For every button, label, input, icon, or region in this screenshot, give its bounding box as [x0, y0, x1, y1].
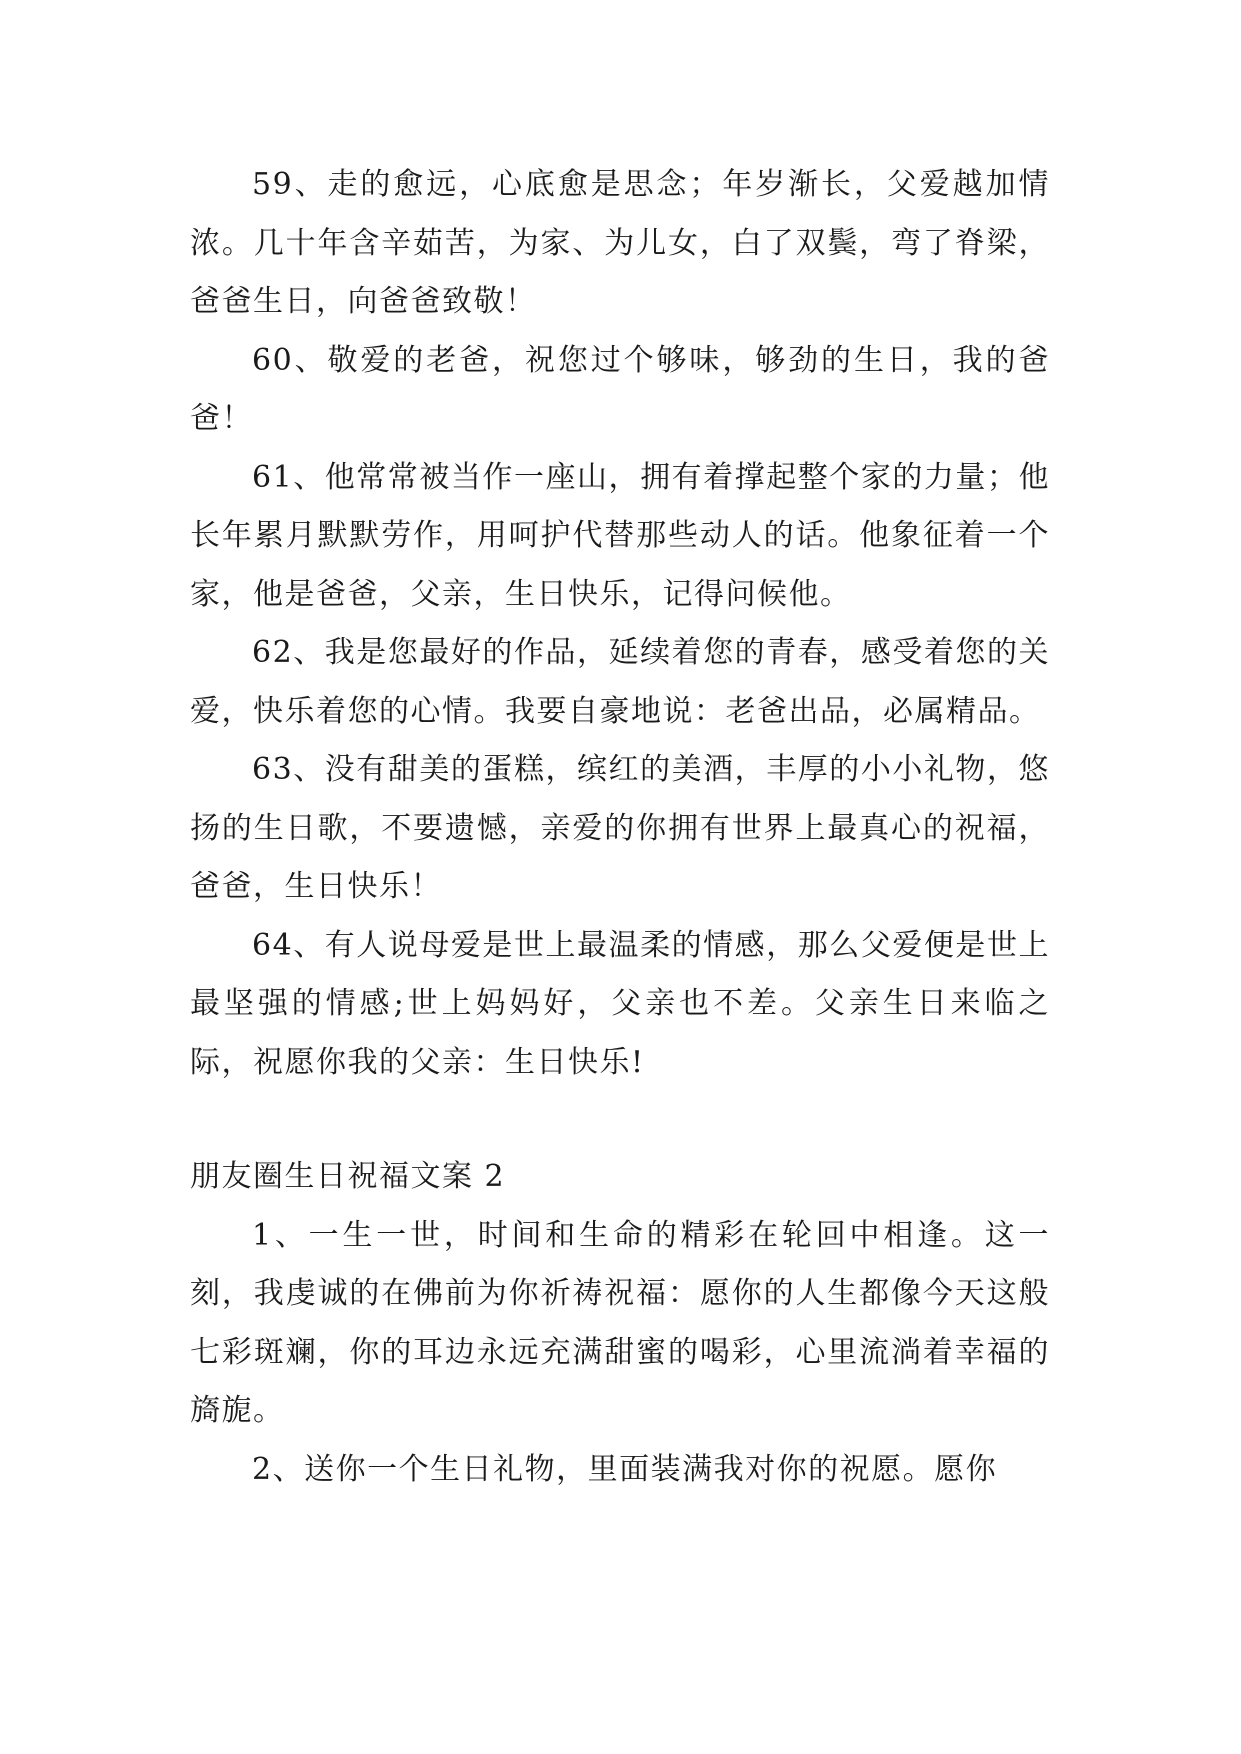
- paragraph-60: 60、敬爱的老爸，祝您过个够味，够劲的生日，我的爸爸！: [190, 342, 1050, 436]
- paragraph-64: 64、有人说母爱是世上最温柔的情感，那么父爱便是世上最坚强的情感;世上妈妈好，父亲也不差。父亲生日来临之际，祝愿你我的父亲：生日快乐!: [190, 927, 1050, 1080]
- paragraph-63: 63、没有甜美的蛋糕，缤红的美酒，丰厚的小小礼物，悠扬的生日歌，不要遗憾，亲爱的你拥有世界上最真心的祝福，爸爸，生日快乐！: [190, 752, 1050, 904]
- paragraph-1: 1、一生一世，时间和生命的精彩在轮回中相逢。这一刻，我虔诚的在佛前为你祈祷祝福：愿你的人生都像今天这般七彩斑斓，你的耳边永远充满甜蜜的喝彩，心里流淌着幸福的旖旎。: [190, 1217, 1050, 1428]
- document-body: [190, 156, 1050, 1499]
- section-heading: 朋友圈生日祝福文案 2: [190, 1159, 506, 1194]
- paragraph-2: 2、送你一个生日礼物，里面装满我对你的祝愿。愿你: [252, 1451, 998, 1487]
- paragraph-61: 61、他常常被当作一座山，拥有着撑起整个家的力量；他长年累月默默劳作，用呵护代替那些动人的话。他象征着一个家，他是爸爸，父亲，生日快乐，记得问候他。: [190, 459, 1050, 612]
- paragraph-62: 62、我是您最好的作品，延续着您的青春，感受着您的关爱，快乐着您的心情。我要自豪地说：老爸出品，必属精品。: [190, 635, 1050, 729]
- paragraph-59: 59、走的愈远，心底愈是思念；年岁渐长，父爱越加情浓。几十年含辛茹苦，为家、为儿女，白了双鬓，弯了脊梁，爸爸生日，向爸爸致敬！: [190, 167, 1050, 319]
